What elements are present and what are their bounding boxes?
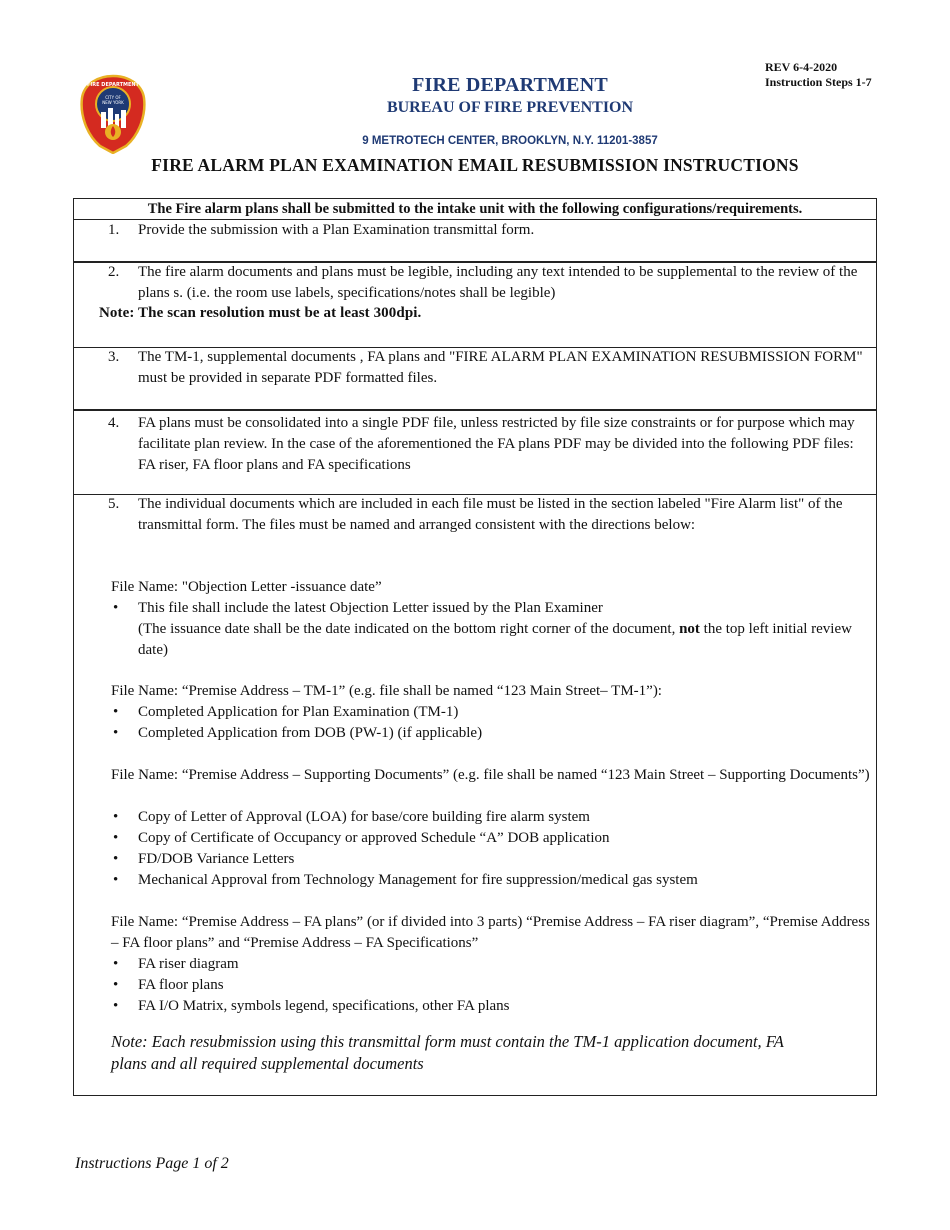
department-name: FIRE DEPARTMENT	[412, 74, 608, 96]
objection-bullet-text	[138, 598, 868, 661]
instruction-box-4	[73, 410, 877, 495]
item-text: Provide the submission with a Plan Examination transmittal form.	[138, 222, 535, 238]
bullet: •	[113, 872, 119, 888]
supporting-bullet-3: FD/DOB Variance Letters	[138, 851, 295, 867]
item-text: The fire alarm documents and plans must be legible, including any text intended to be supplemental to the review of the plans s. (i.e. the room use labels, specifications/notes shall be legible)	[138, 264, 858, 301]
item-number: 4.	[108, 415, 120, 431]
supporting-bullet-2: Copy of Certificate of Occupancy or approved Schedule “A” DOB application	[138, 830, 610, 846]
item-number: 5.	[108, 496, 120, 512]
bullet: •	[113, 851, 119, 867]
instruction-box-5	[73, 494, 877, 1096]
logo-top-text: FIRE DEPARTMENT	[87, 82, 139, 88]
tm1-bullet-1: Completed Application for Plan Examination (TM-1)	[138, 704, 459, 720]
logo-bottom-text: NEW YORK	[102, 100, 124, 105]
instruction-box-1	[73, 219, 877, 262]
bullet: •	[113, 600, 119, 616]
revision-block	[765, 60, 872, 90]
revision-date: REV 6-4-2020	[765, 60, 838, 74]
objection-detail-b: the top left initial review date)	[138, 621, 852, 658]
bullet: •	[113, 809, 119, 825]
instruction-box-3	[73, 347, 877, 410]
file-name-fa-plans: File Name: “Premise Address – FA plans” (or if divided into 3 parts) “Premise Address – FA riser diagram”, “Premise Address – FA floor plans” and “Premise Address – FA Specifications”	[111, 914, 870, 951]
page-footer: Instructions Page 1 of 2	[75, 1155, 229, 1172]
tm1-bullet-2: Completed Application from DOB (PW-1) (if applicable)	[138, 725, 483, 741]
fa-bullet-3: FA I/O Matrix, symbols legend, specifications, other FA plans	[138, 998, 510, 1014]
objection-detail-bold: not	[679, 621, 700, 637]
bullet: •	[113, 725, 119, 741]
instruction-steps: Instruction Steps 1-7	[765, 75, 872, 89]
item-number: 2.	[108, 264, 120, 280]
item-text: The individual documents which are included in each file must be listed in the section labeled "Fire Alarm list" of the transmittal form. The files must be named and arranged consistent with the directions below:	[138, 496, 843, 533]
objection-bullet-main: This file shall include the latest Objection Letter issued by the Plan Examiner	[138, 600, 603, 616]
intro-header: The Fire alarm plans shall be submitted to the intake unit with the following configurations/requirements.	[73, 198, 877, 220]
department-address: 9 METROTECH CENTER, BROOKLYN, N.Y. 11201-3857	[362, 135, 658, 147]
supporting-bullet-1: Copy of Letter of Approval (LOA) for base/core building fire alarm system	[138, 809, 590, 825]
bullet: •	[113, 830, 119, 846]
closing-note: Note: Each resubmission using this transmittal form must contain the TM-1 application document, FA plans and all required supplemental documents	[111, 1032, 784, 1073]
logo-middle-text: CITY OF	[105, 95, 121, 100]
instruction-box-2	[73, 262, 877, 348]
page-title: FIRE ALARM PLAN EXAMINATION EMAIL RESUBMISSION INSTRUCTIONS	[151, 155, 799, 175]
bullet: •	[113, 998, 119, 1014]
fdny-badge-icon	[78, 74, 148, 154]
scan-resolution-note: Note: The scan resolution must be at least 300dpi.	[99, 305, 422, 321]
file-name-supporting: File Name: “Premise Address – Supporting Documents” (e.g. file shall be named “123 Main Street – Supporting Documents”)	[111, 767, 870, 783]
file-name-objection: File Name: "Objection Letter -issuance date”	[111, 579, 382, 595]
item-number: 3.	[108, 349, 120, 365]
item-text: FA plans must be consolidated into a single PDF file, unless restricted by file size constraints or for purpose which may facilitate plan review. In the case of the aforementioned the FA plans PDF may be divided into the following PDF files: FA riser, FA floor plans and FA specifications	[138, 415, 855, 473]
item-number: 1.	[108, 222, 120, 238]
supporting-bullet-4: Mechanical Approval from Technology Management for fire suppression/medical gas system	[138, 872, 698, 888]
item-text: The TM-1, supplemental documents , FA plans and "FIRE ALARM PLAN EXAMINATION RESUBMISSION FORM" must be provided in separate PDF formatted files.	[138, 349, 863, 386]
file-name-tm1: File Name: “Premise Address – TM-1” (e.g. file shall be named “123 Main Street– TM-1”):	[111, 683, 662, 699]
objection-detail-a: (The issuance date shall be the date indicated on the bottom right corner of the document,	[138, 621, 676, 637]
bureau-name: BUREAU OF FIRE PREVENTION	[386, 99, 634, 116]
bullet: •	[113, 977, 119, 993]
fa-bullet-1: FA riser diagram	[138, 956, 239, 972]
fa-bullet-2: FA floor plans	[138, 977, 224, 993]
bullet: •	[113, 704, 119, 720]
department-header	[310, 74, 710, 117]
bullet: •	[113, 956, 119, 972]
